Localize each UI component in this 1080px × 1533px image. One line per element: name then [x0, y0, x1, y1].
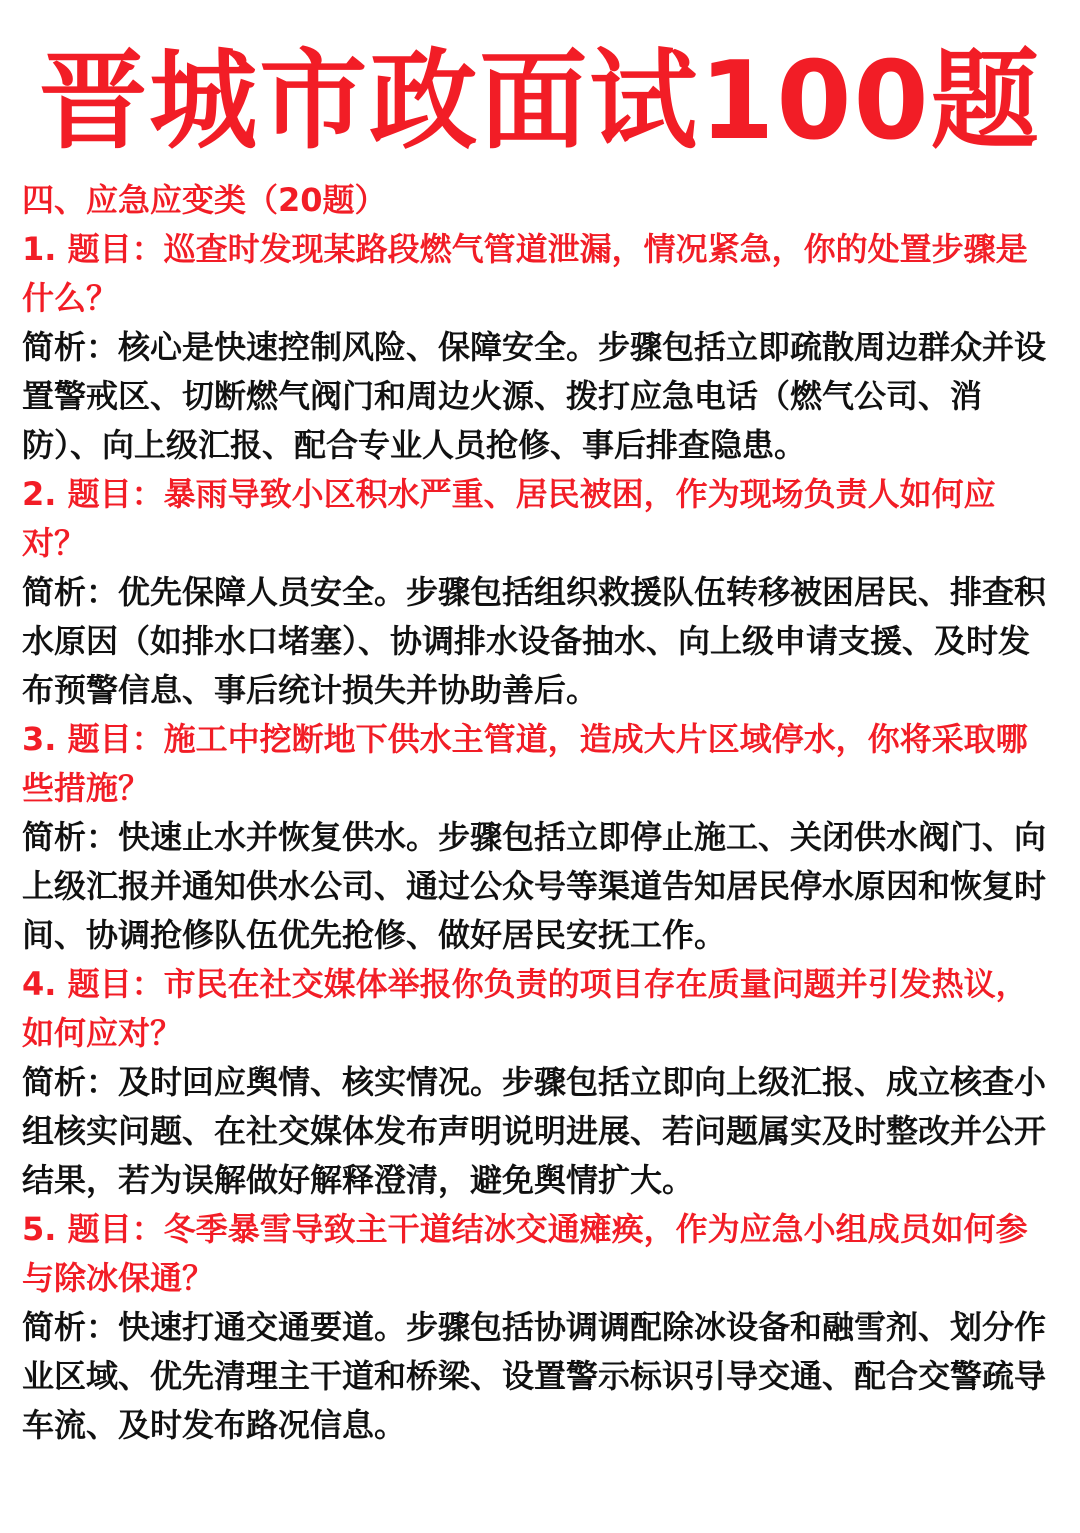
analysis-3: 简析：快速止水并恢复供水。步骤包括立即停止施工、关闭供水阀门、向上级汇报并通知供水公司、通过公众号等渠道告知居民停水原因和恢复时间、协调抢修队伍优先抢修、做好居民安抚工作。 [22, 818, 1047, 954]
analysis-2: 简析：优先保障人员安全。步骤包括组织救援队伍转移被困居民、排查积水原因（如排水口堵塞）、协调排水设备抽水、向上级申请支援、及时发布预警信息、事后统计损失并协助善后。 [22, 573, 1047, 709]
section-heading: 四、应急应变类（20题） [22, 181, 387, 219]
analysis-5: 简析：快速打通交通要道。步骤包括协调调配除冰设备和融雪剂、划分作业区域、优先清理主干道和桥梁、设置警示标识引导交通、配合交警疏导车流、及时发布路况信息。 [22, 1308, 1047, 1444]
question-4: 4. 题目：市民在社交媒体举报你负责的项目存在质量问题并引发热议，如何应对？ [22, 965, 1028, 1052]
question-1: 1. 题目：巡查时发现某路段燃气管道泄漏，情况紧急，你的处置步骤是什么？ [22, 230, 1028, 317]
analysis-4: 简析：及时回应舆情、核实情况。步骤包括立即向上级汇报、成立核查小组核实问题、在社交媒体发布声明说明进展、若问题属实及时整改并公开结果，若为误解做好解释澄清，避免舆情扩大。 [22, 1063, 1047, 1199]
content-body [22, 176, 1058, 1450]
page-title: 晋城市政面试100题 [39, 39, 1041, 164]
question-3: 3. 题目：施工中挖断地下供水主管道，造成大片区域停水，你将采取哪些措施？ [22, 720, 1028, 807]
question-2: 2. 题目：暴雨导致小区积水严重、居民被困，作为现场负责人如何应对？ [22, 475, 996, 562]
analysis-1: 简析：核心是快速控制风险、保障安全。步骤包括立即疏散周边群众并设置警戒区、切断燃气阀门和周边火源、拨打应急电话（燃气公司、消防）、向上级汇报、配合专业人员抢修、事后排查隐患。 [22, 328, 1047, 464]
question-5: 5. 题目：冬季暴雪导致主干道结冰交通瘫痪，作为应急小组成员如何参与除冰保通？ [22, 1210, 1028, 1297]
